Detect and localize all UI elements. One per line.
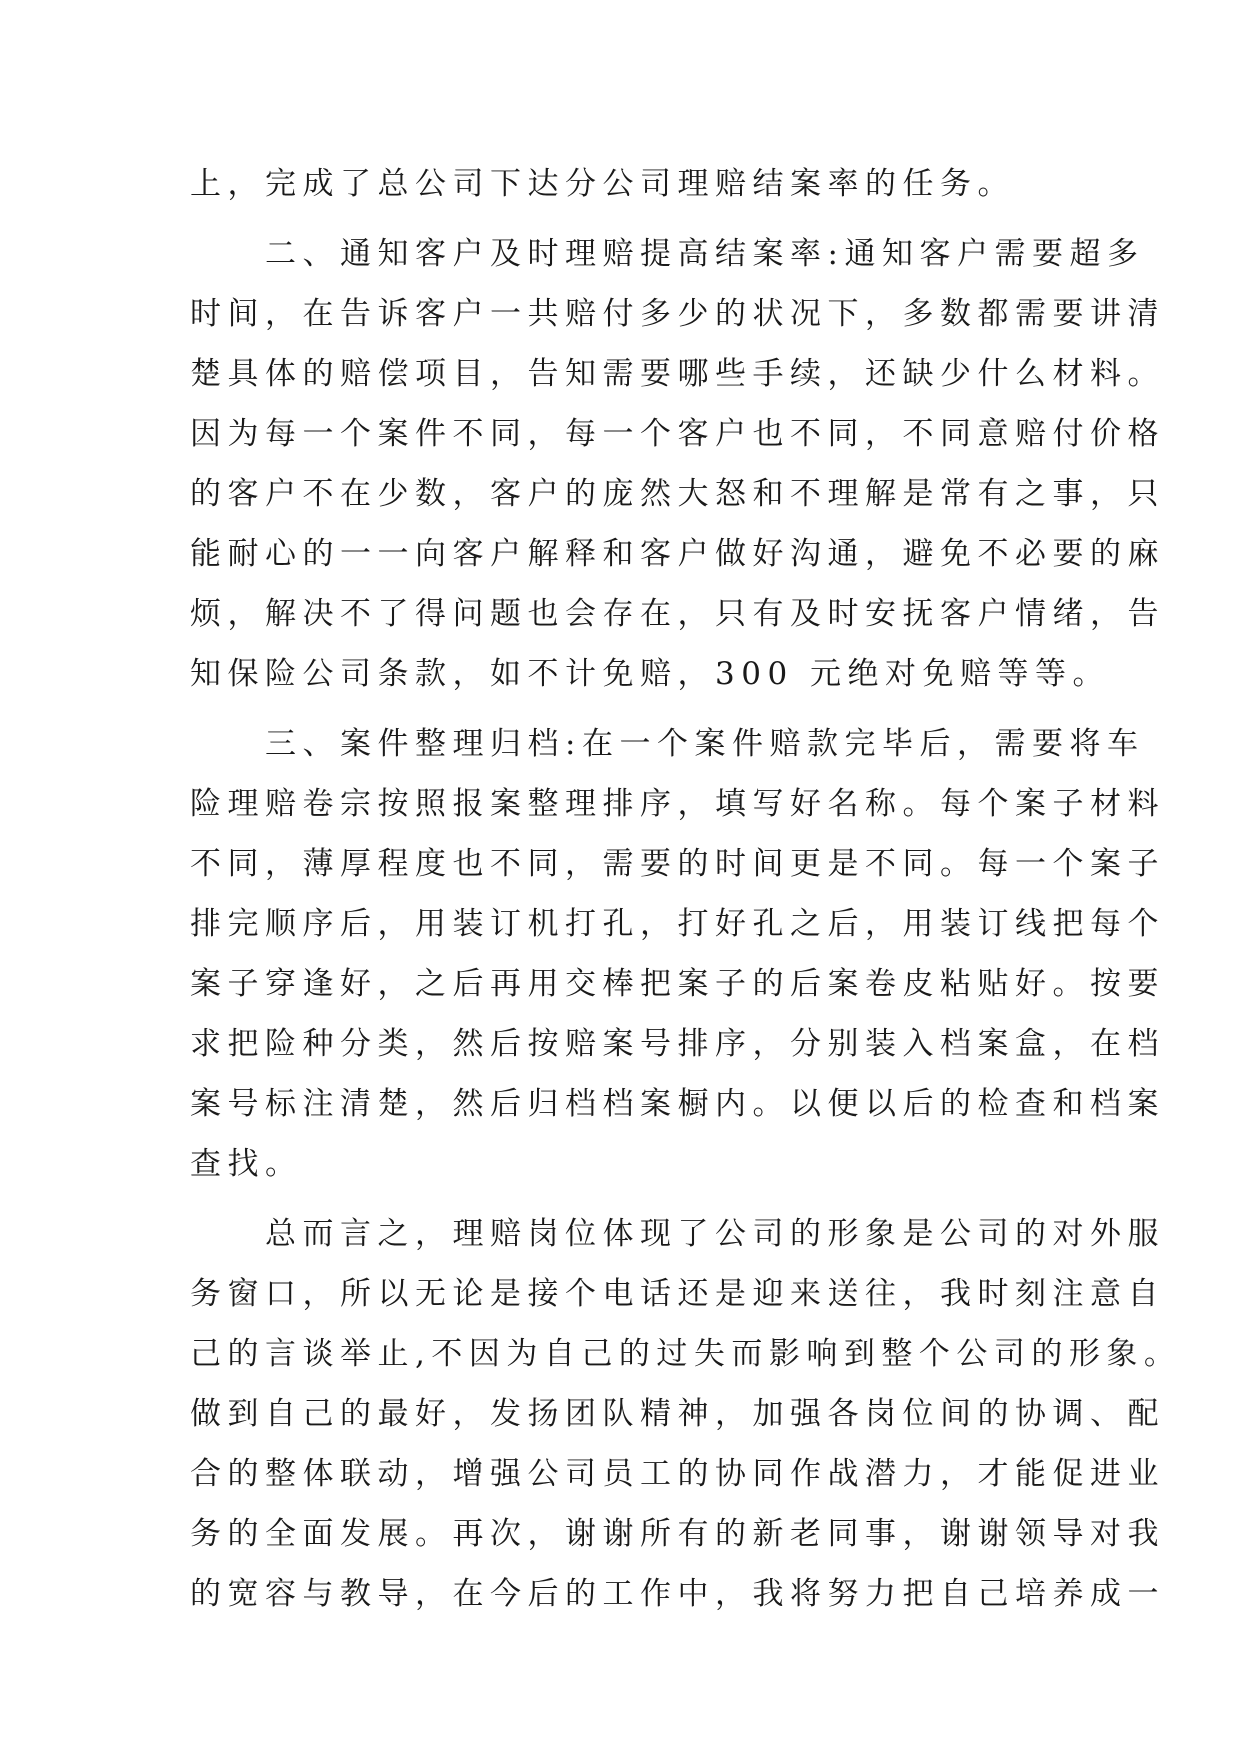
text-line: 查找。 bbox=[190, 1146, 303, 1182]
text-line: 总而言之，理赔岗位体现了公司的形象是公司的对外服 bbox=[190, 1216, 1165, 1252]
text-line: 做到自己的最好，发扬团队精神，加强各岗位间的协调、配 bbox=[190, 1396, 1165, 1432]
paragraph bbox=[190, 154, 1050, 214]
paragraph bbox=[190, 224, 1165, 704]
text-line: 合的整体联动，增强公司员工的协同作战潜力，才能促进业 bbox=[190, 1456, 1165, 1492]
text-line: 烦，解决不了得问题也会存在，只有及时安抚客户情绪，告 bbox=[190, 596, 1165, 632]
text-line: 知保险公司条款，如不计免赔，300 元绝对免赔等等。 bbox=[190, 656, 1111, 692]
text-line: 二、通知客户及时理赔提高结案率:通知客户需要超多 bbox=[190, 236, 1145, 272]
text-line: 三、案件整理归档:在一个案件赔款完毕后，需要将车 bbox=[190, 726, 1145, 762]
paragraph-gap bbox=[190, 704, 1050, 714]
text-line: 务窗口，所以无论是接个电话还是迎来送往，我时刻注意自 bbox=[190, 1276, 1165, 1312]
paragraph-gap bbox=[190, 1194, 1050, 1204]
text-line: 案子穿逢好，之后再用交棒把案子的后案卷皮粘贴好。按要 bbox=[190, 966, 1165, 1002]
text-line: 排完顺序后，用装订机打孔，打好孔之后，用装订线把每个 bbox=[190, 906, 1165, 942]
text-line: 己的言谈举止,不因为自己的过失而影响到整个公司的形象。 bbox=[190, 1336, 1182, 1372]
paragraph bbox=[190, 1204, 1182, 1624]
paragraph-gap bbox=[190, 214, 1050, 224]
text-line: 能耐心的一一向客户解释和客户做好沟通，避免不必要的麻 bbox=[190, 536, 1165, 572]
text-line: 务的全面发展。再次，谢谢所有的新老同事，谢谢领导对我 bbox=[190, 1516, 1165, 1552]
text-line: 时间，在告诉客户一共赔付多少的状况下，多数都需要讲清 bbox=[190, 296, 1165, 332]
text-line: 上，完成了总公司下达分公司理赔结案率的任务。 bbox=[190, 166, 1015, 202]
text-line: 案号标注清楚，然后归档档案橱内。以便以后的检查和档案 bbox=[190, 1086, 1165, 1122]
text-line: 险理赔卷宗按照报案整理排序，填写好名称。每个案子材料 bbox=[190, 786, 1165, 822]
text-line: 的宽容与教导，在今后的工作中，我将努力把自己培养成一 bbox=[190, 1576, 1165, 1612]
body-text bbox=[190, 154, 1182, 1624]
text-line: 楚具体的赔偿项目，告知需要哪些手续，还缺少什么材料。 bbox=[190, 356, 1165, 392]
text-line: 因为每一个案件不同，每一个客户也不同，不同意赔付价格 bbox=[190, 416, 1165, 452]
text-line: 的客户不在少数，客户的庞然大怒和不理解是常有之事，只 bbox=[190, 476, 1165, 512]
paragraph bbox=[190, 714, 1165, 1194]
text-line: 求把险种分类，然后按赔案号排序，分别装入档案盒，在档 bbox=[190, 1026, 1165, 1062]
text-line: 不同，薄厚程度也不同，需要的时间更是不同。每一个案子 bbox=[190, 846, 1165, 882]
